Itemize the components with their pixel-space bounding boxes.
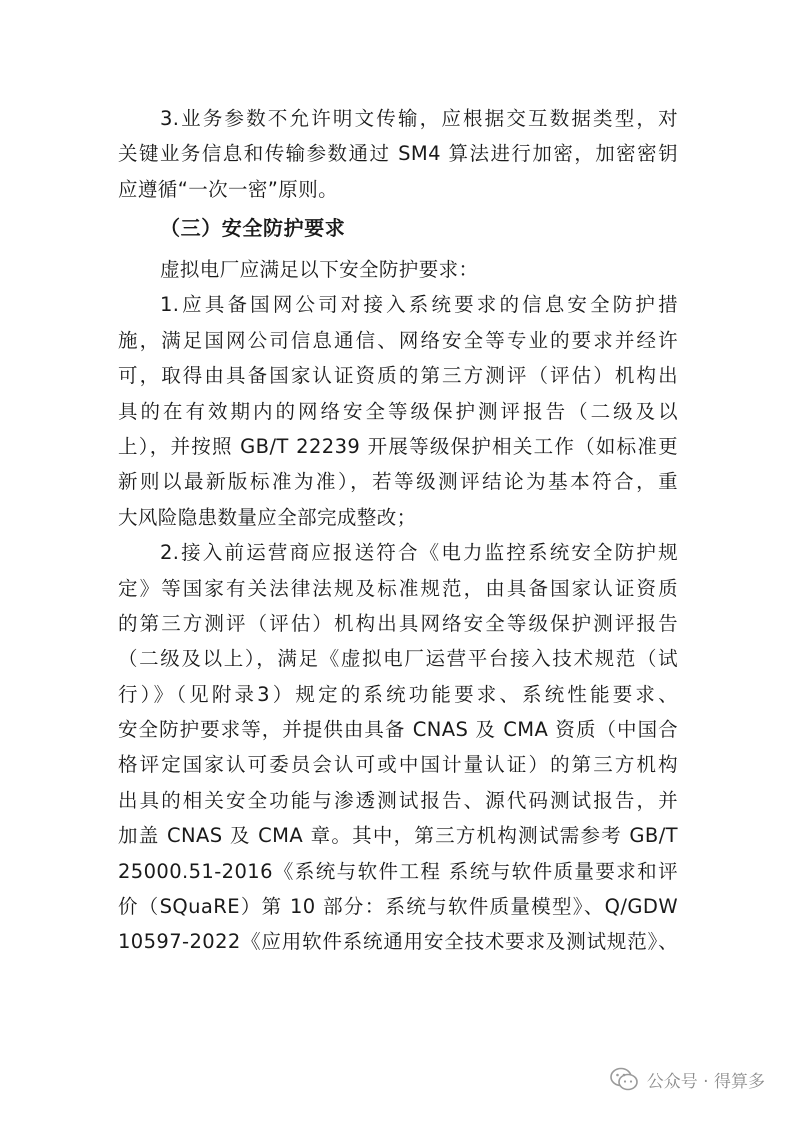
- text-line: 格评定国家认可委员会认可或中国计量认证）的第三方机构: [118, 753, 678, 777]
- text-line: 施，满足国网公司信息通信、网络安全等专业的要求并经许: [118, 328, 678, 352]
- text-line: 加盖 CNAS 及 CMA 章。其中，第三方机构测试需参考 GB/T: [118, 824, 678, 848]
- text-line: 25000.51-2016《系统与软件工程 系统与软件质量要求和评: [118, 859, 678, 883]
- section-heading: （三）安全防护要求: [160, 216, 346, 240]
- text-line: 应遵循“一次一密”原则。: [118, 177, 339, 201]
- text-line: 安全防护要求等，并提供由具备 CNAS 及 CMA 资质（中国合: [118, 718, 678, 742]
- wechat-icon: [609, 1066, 639, 1092]
- text-line: 1.应具备国网公司对接入系统要求的信息安全防护措: [160, 293, 678, 317]
- text-line: 上），并按照 GB/T 22239 开展等级保护相关工作（如标准更: [118, 434, 678, 458]
- text-line: 3.业务参数不允许明文传输，应根据交互数据类型，对: [160, 107, 678, 130]
- watermark-text: 公众号 · 得算多: [646, 1071, 765, 1092]
- text-line: 新则以最新版标准为准），若等级测评结论为基本符合，重: [118, 470, 678, 494]
- text-line: 具的在有效期内的网络安全等级保护测评报告（二级及以: [118, 399, 678, 423]
- paragraph-security-requirements: [118, 252, 678, 960]
- paragraph-encryption: [118, 101, 678, 207]
- text-line: 价（SQuaRE）第 10 部分：系统与软件质量模型》、Q/GDW: [118, 895, 678, 919]
- text-line: 的第三方测评（评估）机构出具网络安全等级保护测评报告: [118, 611, 678, 635]
- text-line: 2.接入前运营商应报送符合《电力监控系统安全防护规: [160, 541, 678, 565]
- text-line: 定》等国家有关法律法规及标准规范，由具备国家认证资质: [118, 576, 678, 600]
- watermark: [609, 1066, 765, 1092]
- text-line: 出具的相关安全功能与渗透测试报告、源代码测试报告，并: [118, 788, 678, 812]
- text-line: （二级及以上），满足《虚拟电厂运营平台接入技术规范（试: [118, 647, 678, 671]
- text-line: 10597-2022《应用软件系统通用安全技术要求及测试规范》、: [118, 930, 678, 954]
- text-line: 可，取得由具备国家认证资质的第三方测评（评估）机构出: [118, 364, 678, 388]
- text-line: 行）》（见附录3）规定的系统功能要求、系统性能要求、: [118, 682, 678, 706]
- text-line: 大风险隐患数量应全部完成整改；: [118, 505, 417, 529]
- text-line: 关键业务信息和传输参数通过 SM4 算法进行加密，加密密钥: [118, 142, 678, 166]
- text-line: 虚拟电厂应满足以下安全防护要求：: [160, 258, 479, 281]
